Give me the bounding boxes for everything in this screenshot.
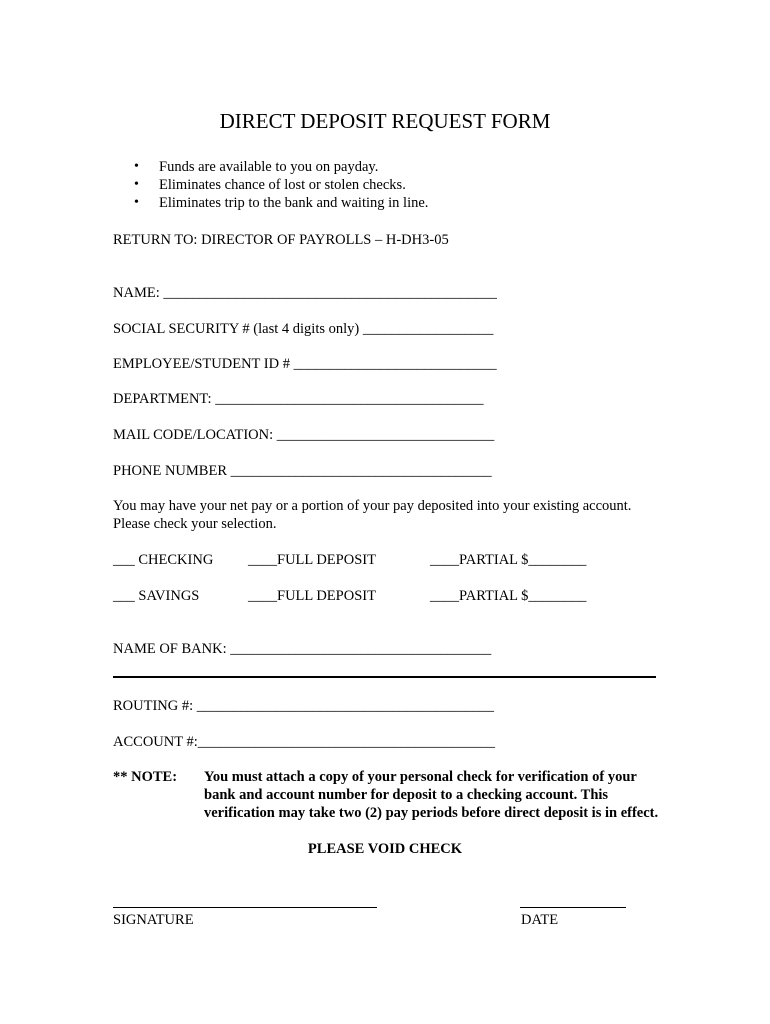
checking-checkbox[interactable]: ___ CHECKING — [113, 552, 214, 568]
savings-checkbox[interactable]: ___ SAVINGS — [113, 588, 200, 604]
phone-field[interactable]: PHONE NUMBER ____________________________________ — [113, 463, 492, 479]
note-label: ** NOTE: — [113, 769, 178, 785]
bullet-text: Eliminates trip to the bank and waiting in line. — [159, 195, 429, 211]
date-line[interactable] — [520, 907, 626, 908]
mail-code-field[interactable]: MAIL CODE/LOCATION: ______________________________ — [113, 427, 495, 443]
department-field[interactable]: DEPARTMENT: _____________________________________ — [113, 391, 484, 407]
checking-partial-field[interactable]: ____PARTIAL $________ — [430, 552, 587, 568]
return-to-line: RETURN TO: DIRECTOR OF PAYROLLS – H-DH3-05 — [113, 232, 449, 248]
date-label: DATE — [521, 912, 559, 928]
list-item — [132, 158, 428, 176]
form-title: DIRECT DEPOSIT REQUEST FORM — [219, 109, 551, 133]
void-check-notice: PLEASE VOID CHECK — [307, 841, 463, 857]
section-divider — [113, 676, 656, 678]
savings-full-deposit-checkbox[interactable]: ____FULL DEPOSIT — [248, 588, 376, 604]
list-item — [132, 176, 428, 194]
account-field[interactable]: ACCOUNT #:_________________________________________ — [113, 734, 495, 750]
signature-label: SIGNATURE — [113, 912, 194, 928]
bullet-text: Eliminates chance of lost or stolen checks. — [159, 177, 406, 193]
checking-full-deposit-checkbox[interactable]: ____FULL DEPOSIT — [248, 552, 376, 568]
ssn-field[interactable]: SOCIAL SECURITY # (last 4 digits only) __________________ — [113, 321, 494, 337]
bullet-text: Funds are available to you on payday. — [159, 159, 379, 175]
bullet-icon: • — [134, 159, 139, 174]
bullet-icon: • — [134, 195, 139, 210]
note-text: You must attach a copy of your personal check for verification of your bank and account number for deposit to a checking account. This verification may take two (2) pay periods before direct deposit is in effect. — [204, 769, 659, 821]
name-field[interactable]: NAME: ______________________________________________ — [113, 285, 497, 301]
savings-partial-field[interactable]: ____PARTIAL $________ — [430, 588, 587, 604]
benefits-list — [132, 158, 428, 212]
bank-name-field[interactable]: NAME OF BANK: ____________________________________ — [113, 641, 492, 657]
selection-instructions — [113, 497, 673, 533]
employee-id-field[interactable]: EMPLOYEE/STUDENT ID # ____________________________ — [113, 356, 497, 372]
bullet-icon: • — [134, 177, 139, 192]
signature-line[interactable] — [113, 907, 377, 908]
instructions-line-2: Please check your selection. — [113, 516, 277, 532]
list-item — [132, 194, 428, 212]
instructions-line-1: You may have your net pay or a portion of your pay deposited into your existing account. — [113, 498, 632, 514]
routing-field[interactable]: ROUTING #: _________________________________________ — [113, 698, 495, 714]
